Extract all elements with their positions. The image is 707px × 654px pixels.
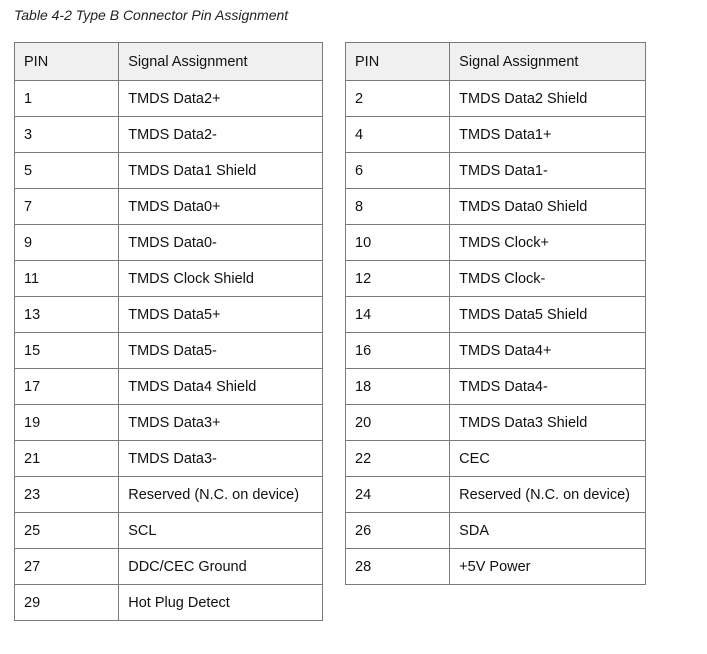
table-row [15,441,323,477]
table-row [346,333,646,369]
signal-assignment-cell: TMDS Clock+ [450,225,646,261]
pin-table-even-body [346,81,646,585]
signal-assignment-cell: TMDS Data3+ [119,405,323,441]
pin-number-cell: 21 [15,441,119,477]
table-row [346,81,646,117]
signal-assignment-cell: TMDS Data2- [119,117,323,153]
table-row [346,117,646,153]
table-caption: Table 4-2 Type B Connector Pin Assignment [14,7,289,23]
pin-table-odd [14,42,323,621]
signal-assignment-cell: TMDS Data3 Shield [450,405,646,441]
table-row [15,117,323,153]
pin-column-header: PIN [15,43,119,81]
pin-table-odd-body [15,81,323,621]
pin-number-cell: 17 [15,369,119,405]
pin-number-cell: 13 [15,297,119,333]
signal-assignment-cell: TMDS Data0- [119,225,323,261]
pin-number-cell: 2 [346,81,450,117]
pin-number-cell: 27 [15,549,119,585]
signal-assignment-cell: TMDS Data5 Shield [450,297,646,333]
signal-assignment-cell: TMDS Data5+ [119,297,323,333]
pin-number-cell: 29 [15,585,119,621]
table-row [15,81,323,117]
table-row [15,405,323,441]
signal-assignment-cell: TMDS Data5- [119,333,323,369]
pin-number-cell: 10 [346,225,450,261]
pin-number-cell: 16 [346,333,450,369]
pin-number-cell: 19 [15,405,119,441]
signal-assignment-cell: TMDS Data4 Shield [119,369,323,405]
signal-assignment-cell: CEC [450,441,646,477]
table-row [346,405,646,441]
table-row [15,369,323,405]
table-row [346,153,646,189]
table-row [15,333,323,369]
pin-table-even [345,42,646,585]
pin-number-cell: 4 [346,117,450,153]
table-row [15,225,323,261]
table-header-row [346,43,646,81]
table-row [15,189,323,225]
signal-assignment-cell: DDC/CEC Ground [119,549,323,585]
signal-column-header: Signal Assignment [450,43,646,81]
table-row [15,261,323,297]
signal-assignment-cell: TMDS Data0+ [119,189,323,225]
signal-assignment-cell: TMDS Data1 Shield [119,153,323,189]
signal-assignment-cell: TMDS Data1+ [450,117,646,153]
signal-assignment-cell: TMDS Clock Shield [119,261,323,297]
signal-assignment-cell: TMDS Data2+ [119,81,323,117]
table-row [346,369,646,405]
pin-number-cell: 8 [346,189,450,225]
table-row [346,297,646,333]
pin-column-header: PIN [346,43,450,81]
table-row [15,477,323,513]
table-row [15,549,323,585]
table-row [346,549,646,585]
table-row [15,585,323,621]
pin-number-cell: 22 [346,441,450,477]
signal-assignment-cell: SDA [450,513,646,549]
table-row [346,261,646,297]
signal-assignment-cell: TMDS Data4+ [450,333,646,369]
signal-assignment-cell: Reserved (N.C. on device) [119,477,323,513]
table-row [346,225,646,261]
signal-assignment-cell: TMDS Data2 Shield [450,81,646,117]
signal-assignment-cell: TMDS Data4- [450,369,646,405]
signal-assignment-cell: TMDS Data0 Shield [450,189,646,225]
pin-number-cell: 5 [15,153,119,189]
table-row [15,513,323,549]
pin-number-cell: 11 [15,261,119,297]
signal-assignment-cell: Hot Plug Detect [119,585,323,621]
pin-number-cell: 25 [15,513,119,549]
signal-assignment-cell: SCL [119,513,323,549]
pin-number-cell: 9 [15,225,119,261]
pin-number-cell: 12 [346,261,450,297]
table-header-row [15,43,323,81]
signal-column-header: Signal Assignment [119,43,323,81]
signal-assignment-cell: TMDS Clock- [450,261,646,297]
table-row [346,477,646,513]
pin-number-cell: 23 [15,477,119,513]
table-row [346,189,646,225]
pin-number-cell: 28 [346,549,450,585]
pin-number-cell: 26 [346,513,450,549]
pin-number-cell: 20 [346,405,450,441]
pin-number-cell: 1 [15,81,119,117]
pin-number-cell: 7 [15,189,119,225]
table-row [15,153,323,189]
signal-assignment-cell: TMDS Data1- [450,153,646,189]
signal-assignment-cell: Reserved (N.C. on device) [450,477,646,513]
signal-assignment-cell: TMDS Data3- [119,441,323,477]
pin-number-cell: 24 [346,477,450,513]
pin-number-cell: 14 [346,297,450,333]
table-row [346,513,646,549]
pin-number-cell: 18 [346,369,450,405]
pin-number-cell: 3 [15,117,119,153]
table-row [15,297,323,333]
pin-number-cell: 6 [346,153,450,189]
table-row [346,441,646,477]
pin-number-cell: 15 [15,333,119,369]
signal-assignment-cell: +5V Power [450,549,646,585]
